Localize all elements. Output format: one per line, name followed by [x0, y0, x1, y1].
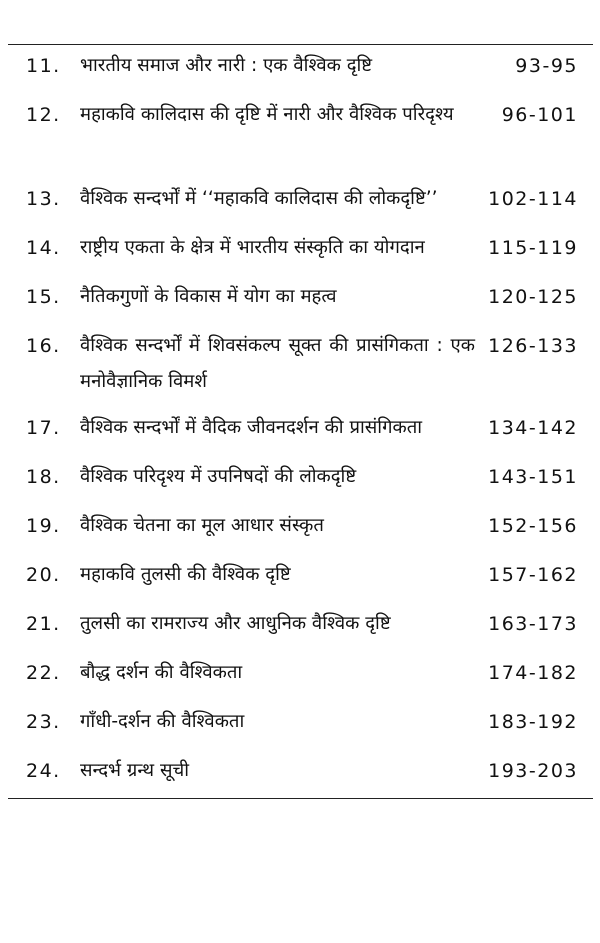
entry-number: 14.: [26, 237, 61, 259]
entry-number: 13.: [26, 188, 61, 210]
entry-pages: 134-142: [488, 417, 578, 439]
entry-pages: 183-192: [488, 711, 578, 733]
entry-pages: 152-156: [488, 515, 578, 537]
entry-pages: 126-133: [488, 335, 578, 357]
bottom-rule: [8, 798, 593, 799]
entry-title: वैश्विक सन्दर्भों में ‘‘महाकवि कालिदास की लोकदृष्टि’’: [80, 188, 438, 209]
top-rule: [8, 44, 593, 45]
entry-number: 19.: [26, 515, 61, 537]
entry-title: तुलसी का रामराज्य और आधुनिक वैश्विक दृष्टि: [80, 613, 391, 634]
entry-title: भारतीय समाज और नारी : एक वैश्विक दृष्टि: [80, 55, 373, 76]
entry-pages: 120-125: [488, 286, 578, 308]
entry-title: वैश्विक सन्दर्भों में शिवसंकल्प सूक्त की प्रासंगिकता : एक मनोवैज्ञानिक विमर्श: [80, 335, 475, 392]
entry-title: वैश्विक परिदृश्य में उपनिषदों की लोकदृष्टि: [80, 466, 357, 487]
entry-title: बौद्ध दर्शन की वैश्विकता: [80, 662, 243, 683]
entry-title: महाकवि कालिदास की दृष्टि में नारी और वैश्विक परिदृश्य: [80, 104, 454, 125]
entry-title: नैतिकगुणों के विकास में योग का महत्व: [80, 286, 337, 307]
entry-pages: 163-173: [488, 613, 578, 635]
entry-title: वैश्विक चेतना का मूल आधार संस्कृत: [80, 515, 324, 536]
entry-pages: 96-101: [501, 104, 578, 126]
entry-title: गाँधी-दर्शन की वैश्विकता: [80, 711, 245, 732]
entry-number: 15.: [26, 286, 61, 308]
entry-number: 11.: [26, 55, 61, 77]
entry-title: महाकवि तुलसी की वैश्विक दृष्टि: [80, 564, 291, 585]
entry-pages: 193-203: [488, 760, 578, 782]
entry-number: 22.: [26, 662, 61, 684]
entry-number: 24.: [26, 760, 61, 782]
entry-pages: 93-95: [515, 55, 578, 77]
entry-pages: 174-182: [488, 662, 578, 684]
entry-number: 18.: [26, 466, 61, 488]
entry-number: 23.: [26, 711, 61, 733]
entry-pages: 157-162: [488, 564, 578, 586]
entry-number: 17.: [26, 417, 61, 439]
entry-number: 20.: [26, 564, 61, 586]
entry-number: 16.: [26, 335, 61, 357]
entry-title: राष्ट्रीय एकता के क्षेत्र में भारतीय संस्कृति का योगदान: [80, 237, 425, 258]
entry-number: 12.: [26, 104, 61, 126]
entry-title: सन्दर्भ ग्रन्थ सूची: [80, 760, 190, 781]
entry-title: वैश्विक सन्दर्भों में वैदिक जीवनदर्शन की प्रासंगिकता: [80, 417, 423, 438]
entry-pages: 115-119: [488, 237, 578, 259]
entry-pages: 102-114: [488, 188, 578, 210]
entry-number: 21.: [26, 613, 61, 635]
entry-pages: 143-151: [488, 466, 578, 488]
